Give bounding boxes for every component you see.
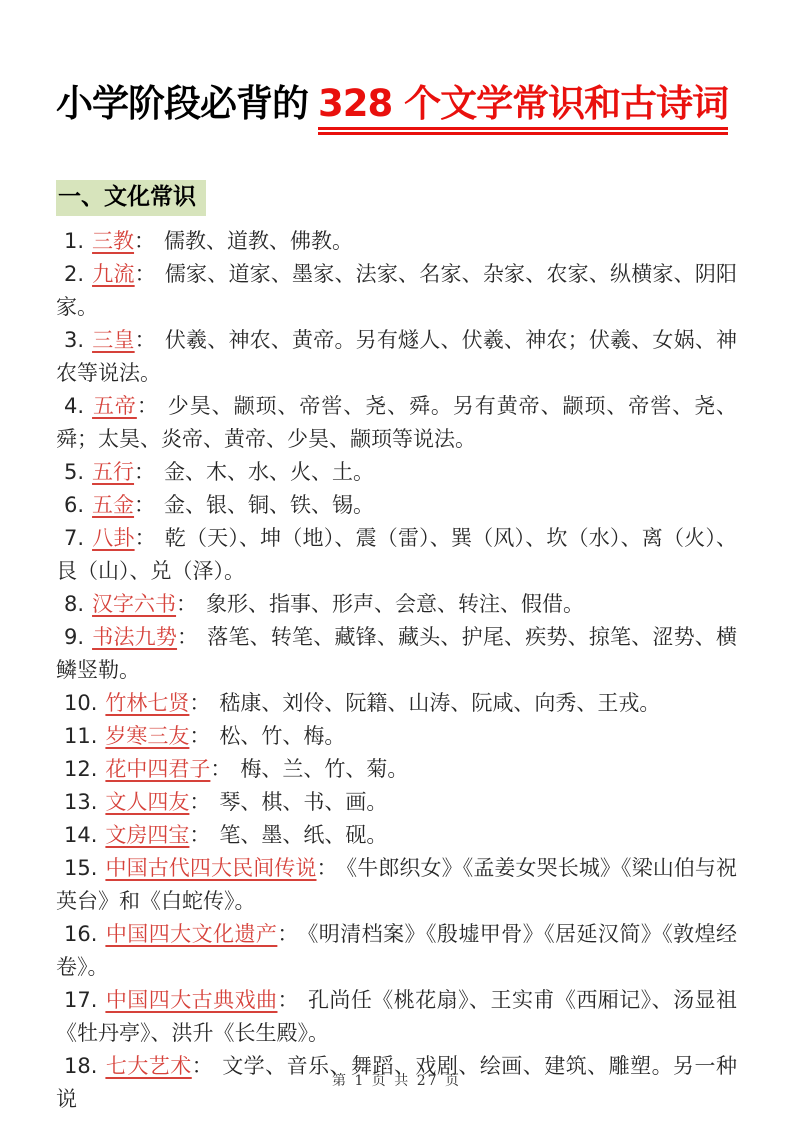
list-item bbox=[56, 687, 737, 720]
item-number: 8. bbox=[64, 591, 85, 616]
list-item bbox=[56, 225, 737, 258]
item-term: 花中四君子 bbox=[105, 756, 211, 781]
item-colon: ： bbox=[316, 855, 338, 880]
list-item bbox=[56, 918, 737, 984]
item-colon: ： bbox=[134, 459, 156, 484]
item-colon: ： bbox=[134, 261, 156, 286]
item-colon: ： bbox=[177, 624, 199, 649]
item-term: 书法九势 bbox=[92, 624, 178, 649]
list-item bbox=[56, 852, 737, 918]
item-number: 10. bbox=[64, 690, 98, 715]
item-term: 竹林七贤 bbox=[105, 690, 190, 715]
list-item bbox=[56, 522, 737, 588]
list-item bbox=[56, 588, 737, 621]
item-number: 7. bbox=[64, 525, 85, 550]
item-number: 15. bbox=[64, 855, 98, 880]
page-title bbox=[56, 81, 737, 127]
item-text: 金、木、水、火、土。 bbox=[164, 459, 375, 484]
item-colon: ： bbox=[277, 987, 299, 1012]
item-text: 嵇康、刘伶、阮籍、山涛、阮咸、向秀、王戎。 bbox=[219, 690, 661, 715]
item-number: 1. bbox=[64, 228, 85, 253]
item-text: 少昊、颛顼、帝喾、尧、舜。另有黄帝、颛顼、帝喾、尧、舜；太昊、炎帝、黄帝、少昊、颛顼等说法。 bbox=[56, 393, 738, 451]
item-colon: ： bbox=[136, 393, 159, 418]
knowledge-list bbox=[56, 225, 737, 1116]
list-item bbox=[56, 753, 737, 786]
list-item bbox=[56, 456, 737, 489]
item-number: 18. bbox=[64, 1053, 98, 1078]
list-item bbox=[56, 984, 737, 1050]
item-term: 五帝 bbox=[92, 393, 137, 418]
item-colon: ： bbox=[210, 756, 232, 781]
item-term: 七大艺术 bbox=[105, 1053, 192, 1078]
item-term: 三皇 bbox=[92, 327, 135, 352]
item-term: 中国古代四大民间传说 bbox=[105, 855, 317, 880]
item-number: 14. bbox=[64, 822, 98, 847]
item-colon: ： bbox=[277, 921, 299, 946]
item-colon: ： bbox=[189, 822, 211, 847]
item-term: 三教 bbox=[92, 228, 135, 253]
page-title-prefix: 小学阶段必背的 bbox=[56, 81, 308, 125]
item-text: 金、银、铜、铁、锡。 bbox=[164, 492, 375, 517]
item-number: 17. bbox=[64, 987, 98, 1012]
item-term: 五金 bbox=[92, 492, 135, 517]
item-text: 松、竹、梅。 bbox=[219, 723, 346, 748]
item-term: 五行 bbox=[92, 459, 135, 484]
page-number-footer: 第 1 页 共 27 页 bbox=[332, 1073, 461, 1089]
item-number: 16. bbox=[64, 921, 98, 946]
section-header-culture-knowledge: 一、文化常识 bbox=[56, 180, 206, 216]
list-item bbox=[56, 621, 737, 687]
item-colon: ： bbox=[134, 228, 156, 253]
item-colon: ： bbox=[189, 723, 211, 748]
item-number: 13. bbox=[64, 789, 98, 814]
item-text: 落笔、转笔、藏锋、藏头、护尾、疾势、掠笔、涩势、横鳞竖勒。 bbox=[56, 624, 738, 682]
list-item bbox=[56, 819, 737, 852]
item-number: 11. bbox=[64, 723, 98, 748]
item-text: 伏羲、神农、黄帝。另有燧人、伏羲、神农；伏羲、女娲、神农等说法。 bbox=[56, 327, 738, 385]
list-item bbox=[56, 324, 737, 390]
item-text: 梅、兰、竹、菊。 bbox=[240, 756, 409, 781]
item-number: 12. bbox=[64, 756, 98, 781]
item-text: 象形、指事、形声、会意、转注、假借。 bbox=[206, 591, 585, 616]
item-term: 中国四大古典戏曲 bbox=[105, 987, 278, 1012]
item-number: 5. bbox=[64, 459, 85, 484]
item-text: 琴、棋、书、画。 bbox=[219, 789, 388, 814]
item-text: 儒教、道教、佛教。 bbox=[164, 228, 354, 253]
item-colon: ： bbox=[189, 690, 211, 715]
item-term: 八卦 bbox=[92, 525, 135, 550]
item-number: 4. bbox=[64, 393, 85, 418]
item-term: 岁寒三友 bbox=[105, 723, 190, 748]
list-item bbox=[56, 786, 737, 819]
item-colon: ： bbox=[134, 525, 156, 550]
item-text: 儒家、道家、墨家、法家、名家、杂家、农家、纵横家、阴阳家。 bbox=[56, 261, 738, 319]
item-text: 《牛郎织女》《孟姜女哭长城》《梁山伯与祝英台》和《白蛇传》。 bbox=[56, 855, 738, 913]
item-term: 汉字六书 bbox=[92, 591, 177, 616]
item-text: 孔尚任《桃花扇》、王实甫《西厢记》、汤显祖《牡丹亭》、洪升《长生殿》。 bbox=[56, 987, 737, 1045]
list-item bbox=[56, 390, 737, 456]
item-colon: ： bbox=[191, 1053, 214, 1078]
list-item bbox=[56, 258, 737, 324]
item-number: 2. bbox=[64, 261, 85, 286]
item-text: 《明清档案》《殷墟甲骨》《居延汉简》《敦煌经卷》。 bbox=[56, 921, 738, 979]
item-text: 乾（天）、坤（地）、震（雷）、巽（风）、坎（水）、离（火）、艮（山）、兑（泽）。 bbox=[56, 525, 738, 583]
item-term: 中国四大文化遗产 bbox=[105, 921, 278, 946]
item-number: 6. bbox=[64, 492, 85, 517]
item-term: 文房四宝 bbox=[105, 822, 190, 847]
item-colon: ： bbox=[189, 789, 211, 814]
item-number: 9. bbox=[64, 624, 85, 649]
item-term: 九流 bbox=[92, 261, 135, 286]
item-colon: ： bbox=[176, 591, 198, 616]
item-text: 文学、音乐、舞蹈、戏剧、绘画、建筑、雕塑。另一种说 bbox=[56, 1053, 737, 1111]
item-colon: ： bbox=[134, 492, 156, 517]
list-item bbox=[56, 720, 737, 753]
item-term: 文人四友 bbox=[105, 789, 190, 814]
item-colon: ： bbox=[134, 327, 156, 352]
item-text: 笔、墨、纸、砚。 bbox=[219, 822, 388, 847]
list-item bbox=[56, 489, 737, 522]
page-title-highlight: 328 个文学常识和古诗词 bbox=[318, 82, 728, 135]
item-number: 3. bbox=[64, 327, 85, 352]
